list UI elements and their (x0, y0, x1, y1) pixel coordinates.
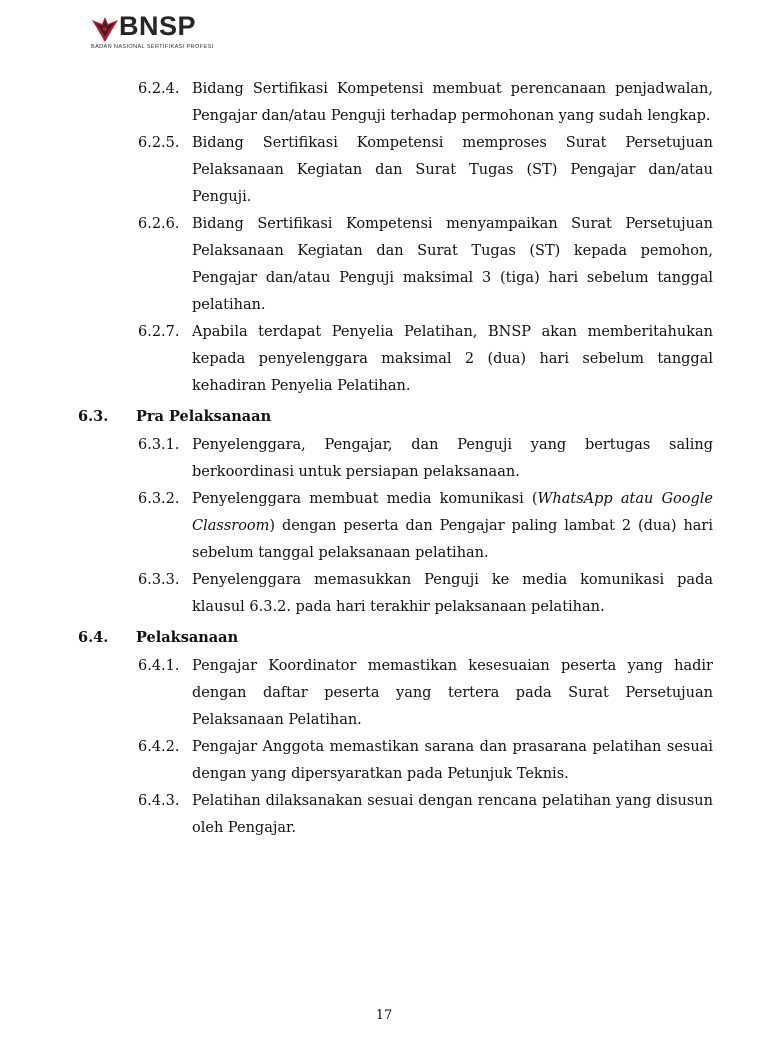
section-heading (78, 403, 713, 430)
section-heading (78, 624, 713, 651)
item-text: Apabila terdapat Penyelia Pelatihan, BNSP akan memberitahukan kepada penyelenggara maksimal 2 (dua) hari sebelum tanggal kehadiran Penyelia Pelatihan. (192, 324, 713, 394)
item-text: Bidang Sertifikasi Kompetensi memproses Surat Persetujuan Pelaksanaan Kegiatan dan Surat Tugas (ST) Pengajar dan/atau Penguji. (192, 135, 713, 205)
section-title: Pra Pelaksanaan (136, 408, 272, 425)
item-number: 6.2.7. (138, 324, 180, 340)
list-item (138, 788, 713, 842)
list-item (138, 319, 713, 400)
section-number: 6.4. (78, 629, 109, 646)
bnsp-logo (90, 12, 220, 54)
item-number: 6.2.5. (138, 135, 180, 151)
item-text: Penyelenggara memasukkan Penguji ke media komunikasi pada klausul 6.3.2. pada hari terakhir pelaksanaan pelatihan. (192, 572, 713, 615)
bnsp-emblem-icon (90, 14, 120, 44)
item-text: Bidang Sertifikasi Kompetensi menyampaikan Surat Persetujuan Pelaksanaan Kegiatan dan Surat Tugas (ST) kepada pemohon, Pengajar dan/atau Penguji maksimal 3 (tiga) hari sebelum tanggal pelatihan. (192, 216, 713, 313)
logo-wordmark: BNSP (119, 11, 197, 41)
item-text: Bidang Sertifikasi Kompetensi membuat perencanaan penjadwalan, Pengajar dan/atau Penguji terhadap permohonan yang sudah lengkap. (192, 81, 713, 124)
document-body (0, 76, 768, 842)
list-item (138, 567, 713, 621)
item-text-after: ) dengan peserta dan Pengajar paling lambat 2 (dua) hari sebelum tanggal pelaksanaan pelatihan. (192, 518, 713, 561)
item-text (192, 486, 713, 567)
list-item (138, 211, 713, 319)
item-number: 6.4.2. (138, 739, 180, 755)
logo-subtext: BADAN NASIONAL SERTIFIKASI PROFESI (91, 44, 214, 50)
item-text: Pengajar Anggota memastikan sarana dan prasarana pelatihan sesuai dengan yang dipersyaratkan pada Petunjuk Teknis. (192, 739, 713, 782)
item-number: 6.3.3. (138, 572, 180, 588)
list-item (138, 76, 713, 130)
item-text: Penyelenggara, Pengajar, dan Penguji yang bertugas saling berkoordinasi untuk persiapan pelaksanaan. (192, 437, 713, 480)
item-number: 6.3.2. (138, 491, 180, 507)
section-title: Pelaksanaan (136, 629, 239, 646)
item-text: Pelatihan dilaksanakan sesuai dengan rencana pelatihan yang disusun oleh Pengajar. (192, 793, 713, 836)
item-text: Pengajar Koordinator memastikan kesesuaian peserta yang hadir dengan daftar peserta yang tertera pada Surat Persetujuan Pelaksanaan Pelatihan. (192, 658, 713, 728)
list-item (138, 653, 713, 734)
list-item (138, 432, 713, 486)
list-item (138, 734, 713, 788)
item-number: 6.3.1. (138, 437, 180, 453)
list-item (138, 130, 713, 211)
item-number: 6.4.3. (138, 793, 180, 809)
item-number: 6.2.6. (138, 216, 180, 232)
item-number: 6.4.1. (138, 658, 180, 674)
item-text-before: Penyelenggara membuat media komunikasi ( (192, 491, 538, 507)
item-text-italic: WhatsApp atau Google Classroom (192, 491, 713, 534)
list-item (138, 486, 713, 567)
page-number: 17 (375, 1008, 393, 1023)
section-number: 6.3. (78, 408, 109, 425)
item-number: 6.2.4. (138, 81, 180, 97)
